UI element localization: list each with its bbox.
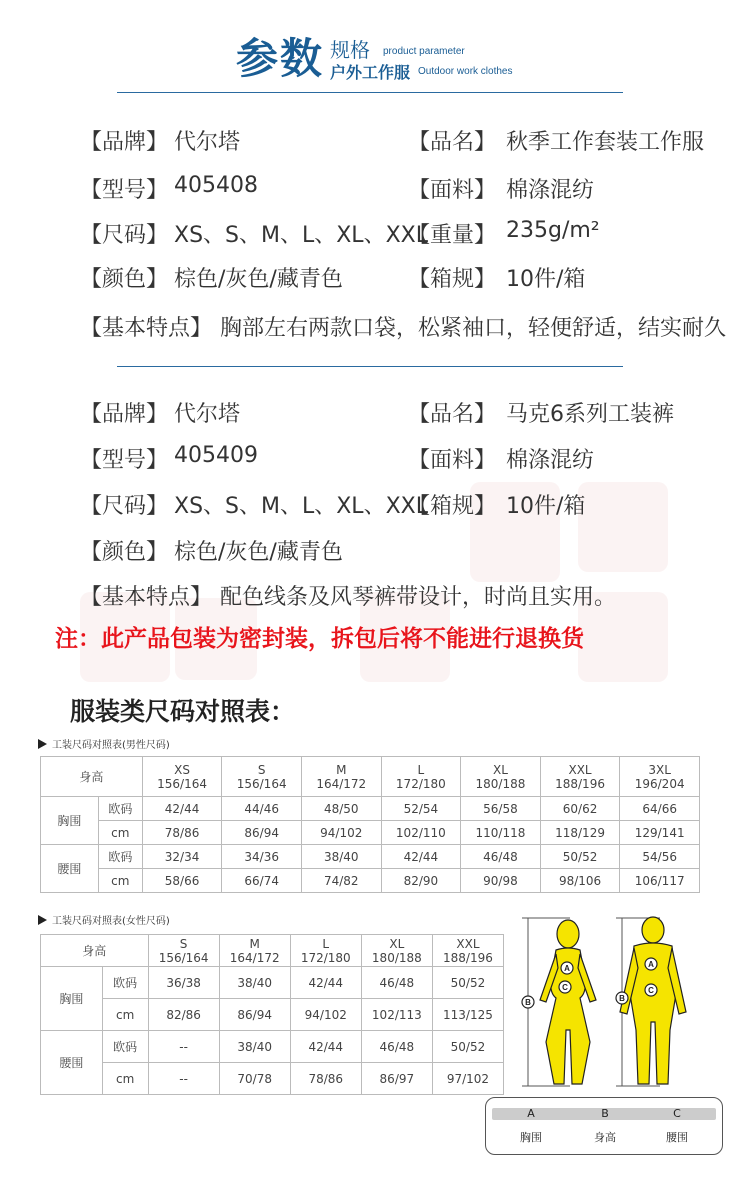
- spec-value: XS、S、M、L、XL、XXL: [174, 223, 428, 248]
- size-name: XL: [389, 936, 405, 951]
- size-height: 172/180: [395, 776, 446, 791]
- features-text: 胸部左右两款口袋，松紧袖口，轻便舒适，结实耐久: [220, 316, 727, 341]
- size-height: 156/164: [157, 776, 207, 791]
- size-name: XL: [493, 762, 508, 777]
- group-label: 腰围: [41, 1031, 103, 1095]
- unit-label: 欧码: [98, 797, 142, 821]
- table-cell: 97/102: [432, 1063, 503, 1095]
- table-cell: 36/38: [148, 967, 219, 999]
- table-cell: 102/113: [361, 999, 432, 1031]
- body-measurement-figure: [510, 912, 730, 1092]
- features-text: 配色线条及风琴裤带设计，时尚且实用。: [220, 585, 617, 610]
- size-height: 196/204: [634, 776, 685, 791]
- size-name: 3XL: [648, 762, 671, 777]
- size-header: [620, 757, 700, 797]
- watermark-block: [578, 482, 668, 572]
- spec-label: 【型号】: [80, 448, 169, 473]
- group-label: 腰围: [41, 845, 99, 893]
- male-figure: [620, 917, 686, 1084]
- size-height: 156/164: [158, 950, 209, 965]
- legend-key: C: [673, 1107, 681, 1120]
- table-cell: 82/90: [381, 869, 461, 893]
- size-header: [148, 935, 219, 967]
- size-height: 188/196: [443, 950, 493, 965]
- table-cell: 102/110: [381, 821, 461, 845]
- women-table-caption: [38, 912, 170, 927]
- size-header: [219, 935, 290, 967]
- spec-value: 235g/m²: [506, 218, 600, 243]
- legend-label: 身高: [594, 1131, 616, 1144]
- spec-label: 【箱规】: [408, 267, 497, 292]
- table-row: [41, 967, 504, 999]
- spec-value: 405409: [174, 443, 258, 468]
- spec-value: 棉涤混纺: [506, 178, 595, 203]
- spec-label: 【重量】: [408, 223, 497, 248]
- table-header-label: 身高: [41, 935, 149, 967]
- header-subtitle-en: Outdoor work clothes: [418, 66, 513, 77]
- men-table-caption: [38, 736, 170, 751]
- table-cell: 94/102: [301, 821, 381, 845]
- spec-value: 405408: [174, 173, 258, 198]
- table-cell: 94/102: [290, 999, 361, 1031]
- spec-label: 【品名】: [408, 402, 497, 427]
- table-cell: 113/125: [432, 999, 503, 1031]
- table-cell: 56/58: [461, 797, 541, 821]
- header-divider: [117, 92, 623, 93]
- size-header: [142, 757, 222, 797]
- unit-label: 欧码: [102, 967, 148, 999]
- legend-key: B: [601, 1107, 609, 1120]
- table-cell: 66/74: [222, 869, 302, 893]
- spec-label: 【面料】: [408, 448, 497, 473]
- table-cell: 78/86: [142, 821, 222, 845]
- size-name: XXL: [568, 762, 592, 777]
- spec-value: 10件/箱: [506, 494, 586, 519]
- spec-label: 【尺码】: [80, 223, 169, 248]
- table-cell: 82/86: [148, 999, 219, 1031]
- unit-label: cm: [102, 1063, 148, 1095]
- table-cell: 38/40: [219, 1031, 290, 1063]
- spec-value: 棕色/灰色/藏青色: [174, 267, 343, 292]
- size-height: 172/180: [300, 950, 351, 965]
- women-size-table: [40, 934, 504, 1095]
- spec-value: 马克6系列工装裤: [506, 402, 674, 427]
- table-cell: 34/36: [222, 845, 302, 869]
- table-cell: 42/44: [381, 845, 461, 869]
- unit-label: cm: [98, 821, 142, 845]
- spec-value: 棉涤混纺: [506, 448, 595, 473]
- spec-value: 10件/箱: [506, 267, 586, 292]
- size-height: 156/164: [236, 776, 287, 791]
- table-cell: 78/86: [290, 1063, 361, 1095]
- size-header: [432, 935, 503, 967]
- marker-label: A: [648, 960, 654, 969]
- unit-label: cm: [98, 869, 142, 893]
- table-cell: 86/97: [361, 1063, 432, 1095]
- table-cell: 50/52: [540, 845, 620, 869]
- spec-label: 【面料】: [408, 178, 497, 203]
- spec-value: 代尔塔: [174, 402, 241, 427]
- men-size-table: [40, 756, 700, 893]
- spec-value: 代尔塔: [174, 130, 241, 155]
- spec-label: 【品牌】: [80, 130, 169, 155]
- table-cell: 46/48: [461, 845, 541, 869]
- size-height: 188/196: [555, 776, 605, 791]
- table-cell: 42/44: [142, 797, 222, 821]
- size-header: [540, 757, 620, 797]
- spec-value: 秋季工作套装工作服: [506, 130, 705, 155]
- notice-text: 注：此产品包装为密封装，拆包后将不能进行退换货: [55, 626, 584, 652]
- spec-label: 【品牌】: [80, 402, 169, 427]
- table-cell: 42/44: [290, 967, 361, 999]
- measurement-legend: [485, 1097, 723, 1155]
- table-row: [41, 1031, 504, 1063]
- size-chart-title: 服装类尺码对照表：: [70, 697, 296, 726]
- marker-label: A: [564, 964, 570, 973]
- size-header: [301, 757, 381, 797]
- table-cell: 42/44: [290, 1031, 361, 1063]
- table-cell: 110/118: [461, 821, 541, 845]
- table-cell: 46/48: [361, 1031, 432, 1063]
- table-cell: 86/94: [219, 999, 290, 1031]
- table-cell: 38/40: [301, 845, 381, 869]
- table-cell: 48/50: [301, 797, 381, 821]
- triangle-icon: [38, 915, 47, 925]
- table-row: [41, 1063, 504, 1095]
- size-header: [461, 757, 541, 797]
- unit-label: cm: [102, 999, 148, 1031]
- spec-label: 【品名】: [408, 130, 497, 155]
- group-label: 胸围: [41, 967, 103, 1031]
- header-title-small: 规格: [330, 38, 370, 62]
- size-header: [361, 935, 432, 967]
- men-table-caption-text: 工装尺码对照表(男性尺码): [52, 740, 170, 751]
- size-name: M: [249, 936, 260, 951]
- table-row: [41, 935, 504, 967]
- size-name: L: [322, 936, 330, 951]
- section-divider: [117, 366, 623, 367]
- table-cell: 32/34: [142, 845, 222, 869]
- table-cell: 118/129: [540, 821, 620, 845]
- size-name: S: [257, 762, 266, 777]
- header-subtitle: 户外工作服: [330, 63, 411, 82]
- header-title-en: product parameter: [383, 46, 465, 57]
- legend-label: 腰围: [666, 1131, 688, 1144]
- marker-label: C: [648, 986, 654, 995]
- table-cell: 106/117: [620, 869, 700, 893]
- table-header-label: 身高: [41, 757, 143, 797]
- table-cell: 58/66: [142, 869, 222, 893]
- group-label: 胸围: [41, 797, 99, 845]
- size-name: L: [417, 762, 425, 777]
- legend-key: A: [527, 1107, 535, 1120]
- header-title: 参数: [236, 34, 325, 83]
- table-cell: 129/141: [620, 821, 700, 845]
- size-height: 180/188: [475, 776, 526, 791]
- table-row: [41, 845, 700, 869]
- table-row: [41, 869, 700, 893]
- marker-label: B: [525, 998, 531, 1007]
- spec-label: 【尺码】: [80, 494, 169, 519]
- spec-label: 【型号】: [80, 178, 169, 203]
- spec-value: 棕色/灰色/藏青色: [174, 540, 343, 565]
- size-name: S: [179, 936, 188, 951]
- table-cell: 98/106: [540, 869, 620, 893]
- table-cell: 70/78: [219, 1063, 290, 1095]
- size-height: 164/172: [316, 776, 367, 791]
- legend-label: 胸围: [520, 1131, 542, 1144]
- triangle-icon: [38, 739, 47, 749]
- women-table-caption-text: 工装尺码对照表(女性尺码): [52, 916, 170, 927]
- spec-label: 【箱规】: [408, 494, 497, 519]
- table-cell: 86/94: [222, 821, 302, 845]
- table-cell: 46/48: [361, 967, 432, 999]
- female-figure: [540, 920, 596, 1084]
- table-cell: 50/52: [432, 1031, 503, 1063]
- table-cell: 54/56: [620, 845, 700, 869]
- spec-label: 【颜色】: [80, 540, 169, 565]
- features-label: 【基本特点】: [80, 585, 213, 610]
- features-label: 【基本特点】: [80, 316, 213, 341]
- size-header: [290, 935, 361, 967]
- table-cell: 64/66: [620, 797, 700, 821]
- table-row: [41, 821, 700, 845]
- table-row: [41, 797, 700, 821]
- table-cell: 50/52: [432, 967, 503, 999]
- table-cell: --: [148, 1031, 219, 1063]
- table-cell: 60/62: [540, 797, 620, 821]
- table-row: [41, 757, 700, 797]
- size-name: XS: [174, 762, 190, 777]
- marker-label: C: [562, 983, 568, 992]
- spec-label: 【颜色】: [80, 267, 169, 292]
- size-height: 180/188: [371, 950, 422, 965]
- size-header: [381, 757, 461, 797]
- size-header: [222, 757, 302, 797]
- table-row: [41, 999, 504, 1031]
- spec-value: XS、S、M、L、XL、XXL: [174, 494, 428, 519]
- size-height: 164/172: [229, 950, 280, 965]
- table-cell: 52/54: [381, 797, 461, 821]
- size-name: M: [336, 762, 347, 777]
- table-cell: 90/98: [461, 869, 541, 893]
- size-name: XXL: [456, 936, 480, 951]
- table-cell: 74/82: [301, 869, 381, 893]
- table-cell: 38/40: [219, 967, 290, 999]
- marker-label: B: [619, 994, 625, 1003]
- table-cell: 44/46: [222, 797, 302, 821]
- table-cell: --: [148, 1063, 219, 1095]
- unit-label: 欧码: [98, 845, 142, 869]
- unit-label: 欧码: [102, 1031, 148, 1063]
